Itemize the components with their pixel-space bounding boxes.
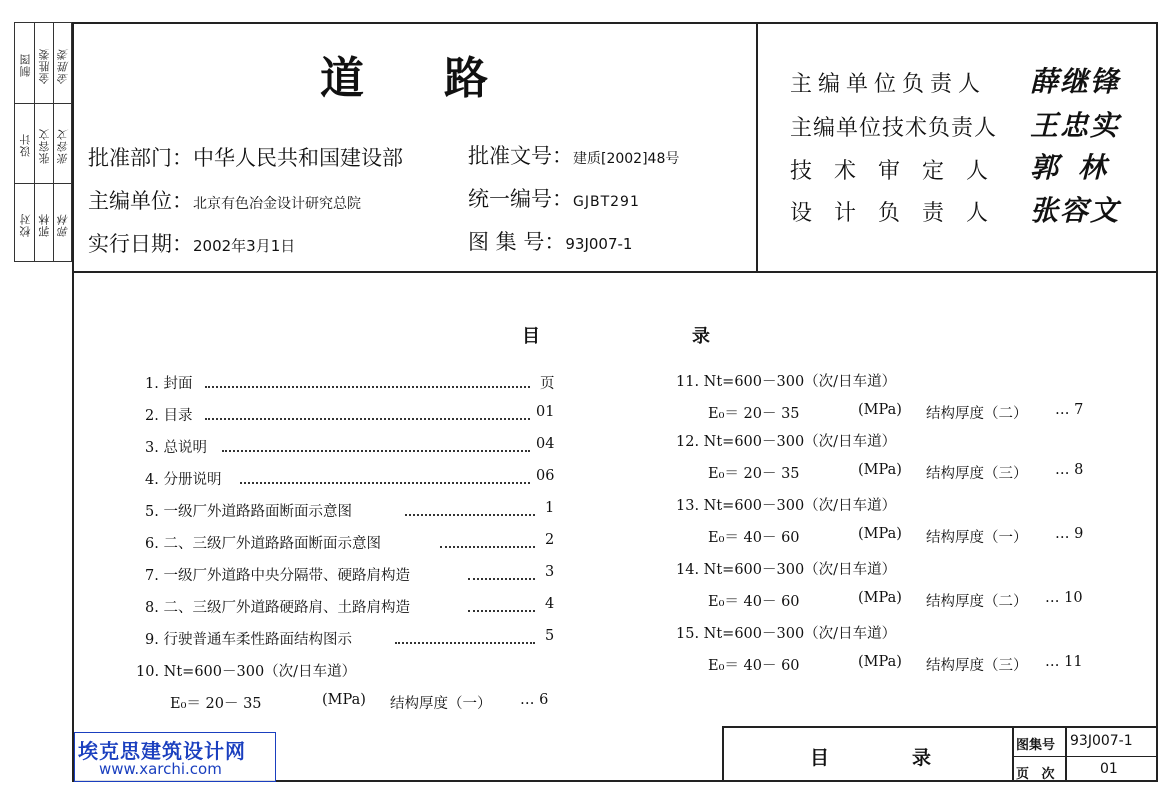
toc-item: 7. 一级厂外道路中央分隔带、硬路肩构造 bbox=[145, 568, 410, 584]
signature-3: 郭林 bbox=[1030, 151, 1127, 184]
toc-page: 4 bbox=[545, 596, 555, 612]
toc-item: 8. 二、三级厂外道路硬路肩、土路肩构造 bbox=[145, 600, 410, 616]
toc-item-e0: E₀＝ 20－ 35 bbox=[708, 406, 800, 422]
toc-page: 5 bbox=[545, 628, 555, 644]
toc-item-e0: E₀＝ 40－ 60 bbox=[708, 530, 800, 546]
responsible-role-2: 主编单位技术负责人 bbox=[790, 116, 998, 141]
toc-item-unit: (MPa) bbox=[322, 692, 366, 708]
stamp-sign-check: 郭林 bbox=[57, 213, 70, 237]
title-block-atlas-label: 图集号 bbox=[1016, 738, 1056, 753]
watermark-logo bbox=[74, 732, 276, 782]
toc-item-desc: 结构厚度（一） bbox=[390, 696, 492, 712]
toc-item: 13. Nt=600－300（次/日车道） bbox=[676, 498, 897, 514]
approval-stamp-strip bbox=[14, 22, 72, 262]
toc-page: 1 bbox=[545, 500, 555, 516]
toc-item-unit: (MPa) bbox=[858, 462, 902, 478]
toc-item-unit: (MPa) bbox=[858, 590, 902, 606]
toc-page: … 10 bbox=[1045, 590, 1083, 606]
toc-item-desc: 结构厚度（二） bbox=[926, 594, 1028, 610]
stamp-name-check: 郭林 bbox=[38, 213, 51, 237]
stamp-label-check: 校对 bbox=[19, 213, 32, 237]
toc-page: … 6 bbox=[520, 692, 549, 708]
signature-4: 张容文 bbox=[1030, 194, 1121, 227]
atlas-number: 图 集 号：93J007-1 bbox=[468, 230, 633, 254]
approval-dept: 批准部门：中华人民共和国建设部 bbox=[88, 146, 403, 170]
toc-item-e0: E₀＝ 40－ 60 bbox=[708, 658, 800, 674]
toc-item-desc: 结构厚度（二） bbox=[926, 406, 1028, 422]
toc-item: 14. Nt=600－300（次/日车道） bbox=[676, 562, 897, 578]
stamp-sign-design: 张容文 bbox=[57, 128, 70, 164]
responsible-role-4: 设计负责人 bbox=[790, 201, 1011, 226]
toc-item: 1. 封面 bbox=[145, 376, 193, 392]
signature-1: 薛继锋 bbox=[1030, 65, 1121, 98]
title-block-page-label: 页 次 bbox=[1016, 767, 1059, 782]
toc-page: 06 bbox=[536, 468, 555, 484]
stamp-name-design: 张容文 bbox=[38, 128, 51, 164]
toc-item: 10. Nt=600－300（次/日车道） bbox=[136, 664, 357, 680]
toc-page: 3 bbox=[545, 564, 555, 580]
toc-page: … 7 bbox=[1055, 402, 1084, 418]
effective-date: 实行日期：2002年3月1日 bbox=[88, 232, 296, 256]
toc-heading-left: 目 bbox=[522, 326, 540, 347]
watermark-title: 埃克思建筑设计网 bbox=[78, 739, 246, 763]
toc-page: 04 bbox=[536, 436, 555, 452]
approval-number: 批准文号：建质[2002]48号 bbox=[468, 144, 680, 168]
title-block-title-left: 目 bbox=[810, 747, 830, 769]
toc-item-e0: E₀＝ 20－ 35 bbox=[170, 696, 262, 712]
title-block-page-value: 01 bbox=[1100, 761, 1118, 777]
toc-page: 2 bbox=[545, 532, 555, 548]
toc-item-unit: (MPa) bbox=[858, 526, 902, 542]
toc-item: 4. 分册说明 bbox=[145, 472, 222, 488]
watermark-url: www.xarchi.com bbox=[99, 760, 222, 778]
unified-number: 统一编号：GJBT291 bbox=[468, 187, 640, 211]
editor-unit: 主编单位：北京有色冶金设计研究总院 bbox=[88, 189, 361, 213]
toc-item: 12. Nt=600－300（次/日车道） bbox=[676, 434, 897, 450]
stamp-name-drawing: 金胜娄 bbox=[38, 48, 51, 84]
toc-page: … 8 bbox=[1055, 462, 1084, 478]
toc-item: 15. Nt=600－300（次/日车道） bbox=[676, 626, 897, 642]
stamp-label-design: 设计 bbox=[19, 133, 32, 157]
toc-item: 6. 二、三级厂外道路路面断面示意图 bbox=[145, 536, 381, 552]
document-title: 道路 bbox=[320, 53, 568, 104]
title-block-title-right: 录 bbox=[912, 747, 932, 769]
toc-page: … 9 bbox=[1055, 526, 1084, 542]
stamp-label-drawing: 制图 bbox=[19, 53, 32, 77]
toc-page: 01 bbox=[536, 404, 555, 420]
toc-item: 9. 行驶普通车柔性路面结构图示 bbox=[145, 632, 352, 648]
stamp-sign-drawing: 金胜娄 bbox=[57, 48, 70, 84]
toc-page: 页 bbox=[540, 376, 555, 392]
toc-item: 5. 一级厂外道路路面断面示意图 bbox=[145, 504, 352, 520]
toc-item-unit: (MPa) bbox=[858, 402, 902, 418]
toc-item-e0: E₀＝ 40－ 60 bbox=[708, 594, 800, 610]
toc-item-e0: E₀＝ 20－ 35 bbox=[708, 466, 800, 482]
toc-item-desc: 结构厚度（三） bbox=[926, 466, 1028, 482]
toc-item: 2. 目录 bbox=[145, 408, 193, 424]
toc-page: … 11 bbox=[1045, 654, 1083, 670]
responsible-role-1: 主编单位负责人 bbox=[790, 72, 987, 97]
toc-item-desc: 结构厚度（三） bbox=[926, 658, 1028, 674]
toc-item: 11. Nt=600－300（次/日车道） bbox=[676, 374, 897, 390]
toc-item-unit: (MPa) bbox=[858, 654, 902, 670]
toc-item: 3. 总说明 bbox=[145, 440, 207, 456]
toc-item-desc: 结构厚度（一） bbox=[926, 530, 1028, 546]
title-block-atlas-value: 93J007-1 bbox=[1070, 733, 1133, 749]
signature-2: 王忠实 bbox=[1030, 109, 1121, 142]
responsible-role-3: 技术审定人 bbox=[790, 159, 1011, 184]
toc-heading-right: 录 bbox=[692, 326, 710, 347]
